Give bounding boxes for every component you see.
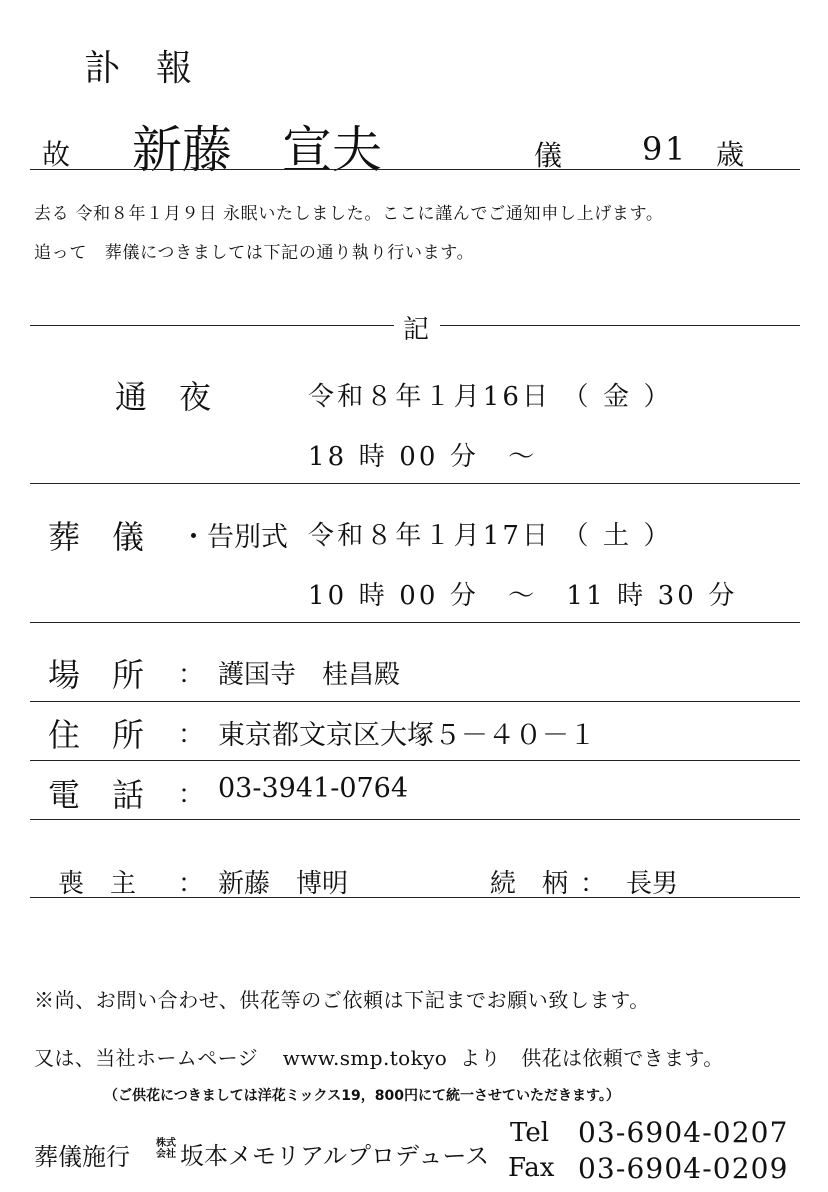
note-website-pre: 又は、当社ホームページ: [34, 1046, 258, 1070]
funeral-date: 令和８年１月17日 （ 土 ）: [308, 521, 673, 551]
address-value: 東京都文京区大塚５－４０－１: [218, 720, 596, 751]
notice-title: 訃 報: [84, 48, 193, 89]
deceased-name: 新藤 宣夫: [132, 121, 382, 179]
divider-line: [30, 169, 800, 170]
venue-value: 護国寺 桂昌殿: [218, 660, 401, 690]
divider-line: [30, 819, 800, 820]
phone-value: 03-3941-0764: [218, 773, 409, 804]
deceased-prefix: 故: [42, 138, 71, 171]
note-website-line: [34, 1042, 724, 1071]
funeral-time: 10 時 00 分 ～ 11 時 30 分: [308, 581, 738, 611]
fax-number: 03-6904-0209: [578, 1152, 789, 1185]
divider-line: [30, 483, 800, 484]
chief-mourner-colon: ：: [178, 869, 205, 899]
funeral-sublabel: ・告別式: [180, 522, 288, 553]
service-label: 葬儀施行: [34, 1143, 130, 1171]
age-unit: 歳: [716, 138, 745, 171]
tel-number: 03-6904-0207: [578, 1116, 789, 1149]
wake-label: 通 夜: [115, 378, 212, 416]
relation-label: 続 柄: [490, 869, 569, 899]
website-link[interactable]: www.smp.tokyo: [282, 1046, 448, 1070]
venue-label: 場 所: [48, 656, 145, 694]
note-website-post: より 供花は依頼できます。: [460, 1046, 724, 1070]
wake-date: 令和８年１月16日 （ 金 ）: [308, 382, 673, 412]
company-prefix-top: 株式: [156, 1138, 176, 1149]
company-prefix-bottom: 会社: [156, 1149, 176, 1160]
chief-mourner-label: 喪 主: [58, 869, 137, 899]
divider-line: [30, 897, 800, 898]
ki-right-rule: [440, 325, 800, 326]
relation-colon: ：: [580, 869, 607, 899]
address-colon: ：: [178, 720, 205, 750]
phone-colon: ：: [178, 780, 205, 810]
gi-label: 儀: [534, 139, 563, 172]
intro-line-2: 追って 葬儀につきましては下記の通り執り行います。: [34, 243, 475, 263]
company-prefix: [156, 1138, 176, 1160]
ki-mark: 記: [403, 315, 430, 345]
divider-line: [30, 622, 800, 623]
note-inquiry: ※尚、お問い合わせ、供花等のご依頼は下記までお願い致します。: [34, 988, 650, 1012]
chief-mourner-name: 新藤 博明: [218, 869, 349, 899]
ki-left-rule: [30, 325, 394, 326]
tel-label: Tel: [510, 1118, 550, 1148]
divider-line: [30, 701, 800, 702]
company-name: 坂本メモリアルプロデュース: [180, 1142, 490, 1170]
fax-label: Fax: [508, 1153, 555, 1183]
funeral-label: 葬 儀: [48, 518, 145, 556]
intro-line-1: 去る 令和８年１月９日 永眠いたしました。ここに謹んでご通知申し上げます。: [34, 204, 664, 224]
age-value: 91: [642, 130, 688, 168]
address-label: 住 所: [48, 716, 145, 754]
venue-colon: ：: [178, 660, 205, 690]
note-flower-price: （ご供花につきましては洋花ミックス19，800円にて統一させていただきます。）: [104, 1088, 620, 1104]
phone-label: 電 話: [48, 776, 145, 814]
relation-value: 長男: [626, 869, 679, 899]
wake-time: 18 時 00 分 ～: [308, 442, 538, 472]
divider-line: [30, 760, 800, 761]
